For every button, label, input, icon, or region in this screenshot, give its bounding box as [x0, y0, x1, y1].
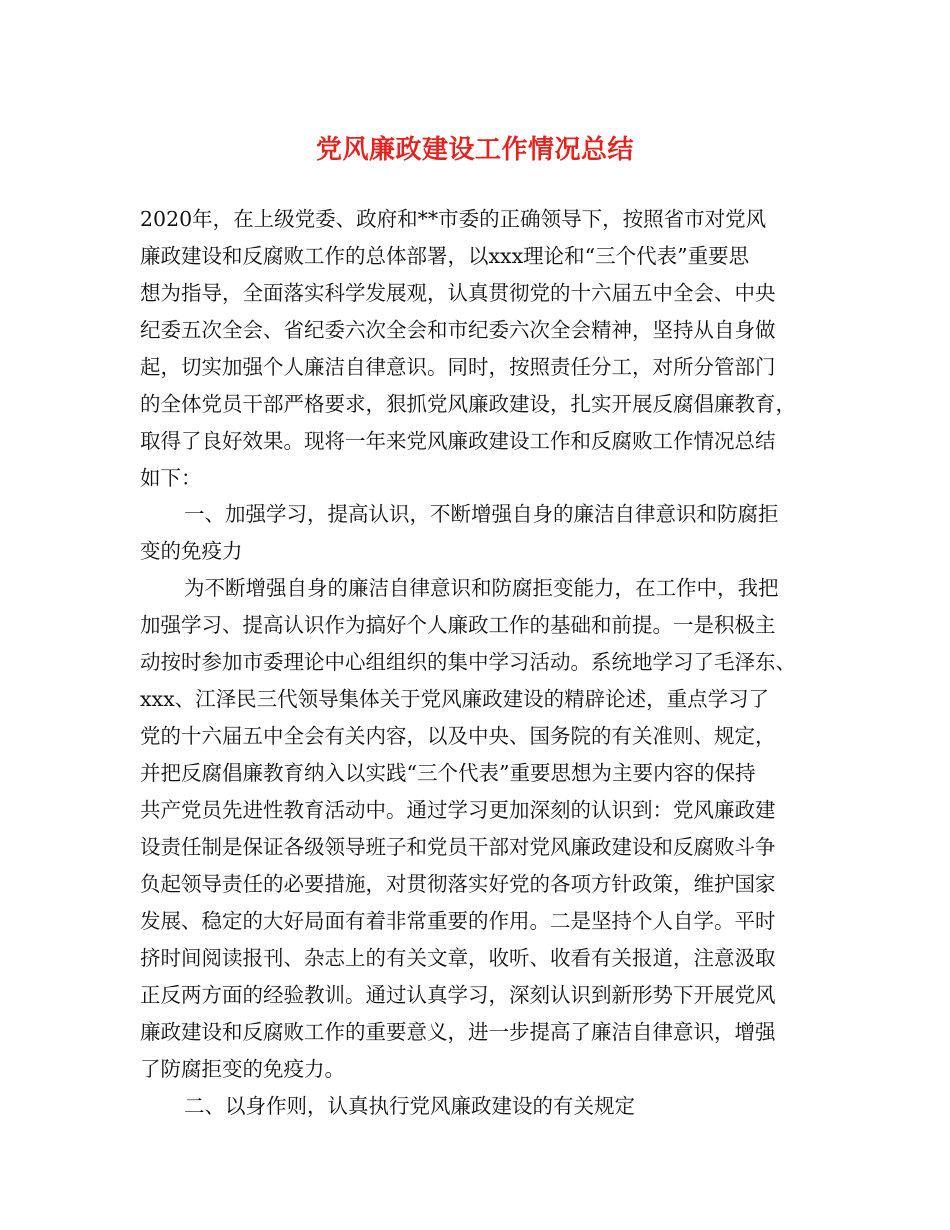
paragraph-line: 共产党员先进性教育活动中。通过学习更加深刻的认识到：党风廉政建: [140, 798, 776, 822]
paragraph-line: 设责任制是保证各级领导班子和党员干部对党风廉政建设和反腐败斗争: [140, 835, 776, 859]
section-heading-line: 一、加强学习，提高认识，不断增强自身的廉洁自律意识和防腐拒: [184, 502, 779, 526]
paragraph-line: 廉政建设和反腐败工作的总体部署，以xxx理论和“三个代表”重要思: [140, 244, 750, 268]
paragraph-line: 2020年，在上级党委、政府和**市委的正确领导下，按照省市对党风: [140, 207, 767, 231]
paragraph-line: 发展、稳定的大好局面有着非常重要的作用。二是坚持个人自学。平时: [140, 909, 776, 933]
paragraph-line: 为不断增强自身的廉洁自律意识和防腐拒变能力，在工作中，我把: [184, 576, 779, 600]
paragraph-line: 取得了良好效果。现将一年来党风廉政建设工作和反腐败工作情况总结: [140, 429, 776, 453]
paragraph-line: 正反两方面的经验教训。通过认真学习，深刻认识到新形势下开展党风: [140, 983, 776, 1007]
paragraph-line: 了防腐拒变的免疫力。: [140, 1057, 345, 1081]
section-heading-line: 变的免疫力: [140, 539, 243, 563]
paragraph-line: 挤时间阅读报刊、杂志上的有关文章，收听、收看有关报道，注意汲取: [140, 946, 776, 970]
document-title: 党风廉政建设工作情况总结: [315, 135, 634, 165]
paragraph-line: 的全体党员干部严格要求，狠抓党风廉政建设，扎实开展反腐倡廉教育，: [140, 392, 796, 416]
paragraph-line: 如下：: [140, 466, 202, 490]
paragraph-line: 动按时参加市委理论中心组组织的集中学习活动。系统地学习了毛泽东、: [140, 650, 796, 674]
paragraph-line: 廉政建设和反腐败工作的重要意义，进一步提高了廉洁自律意识，增强: [140, 1020, 776, 1044]
paragraph-line: 加强学习、提高认识作为搞好个人廉政工作的基础和前提。一是积极主: [140, 613, 776, 637]
paragraph-line: 想为指导，全面落实科学发展观，认真贯彻党的十六届五中全会、中央: [140, 281, 776, 305]
section-heading-line: 二、以身作则，认真执行党风廉政建设的有关规定: [184, 1094, 635, 1118]
paragraph-line: 纪委五次全会、省纪委六次全会和市纪委六次全会精神，坚持从自身做: [140, 318, 776, 342]
paragraph-line: 负起领导责任的必要措施，对贯彻落实好党的各项方针政策，维护国家: [140, 872, 776, 896]
paragraph-line: 起，切实加强个人廉洁自律意识。同时，按照责任分工，对所分管部门: [140, 355, 776, 379]
paragraph-line: xxx、江泽民三代领导集体关于党风廉政建设的精辟论述，重点学习了: [140, 687, 770, 711]
paragraph-line: 党的十六届五中全会有关内容，以及中央、国务院的有关准则、规定，: [140, 724, 776, 748]
paragraph-line: 并把反腐倡廉教育纳入以实践“三个代表”重要思想为主要内容的保持: [140, 761, 756, 785]
